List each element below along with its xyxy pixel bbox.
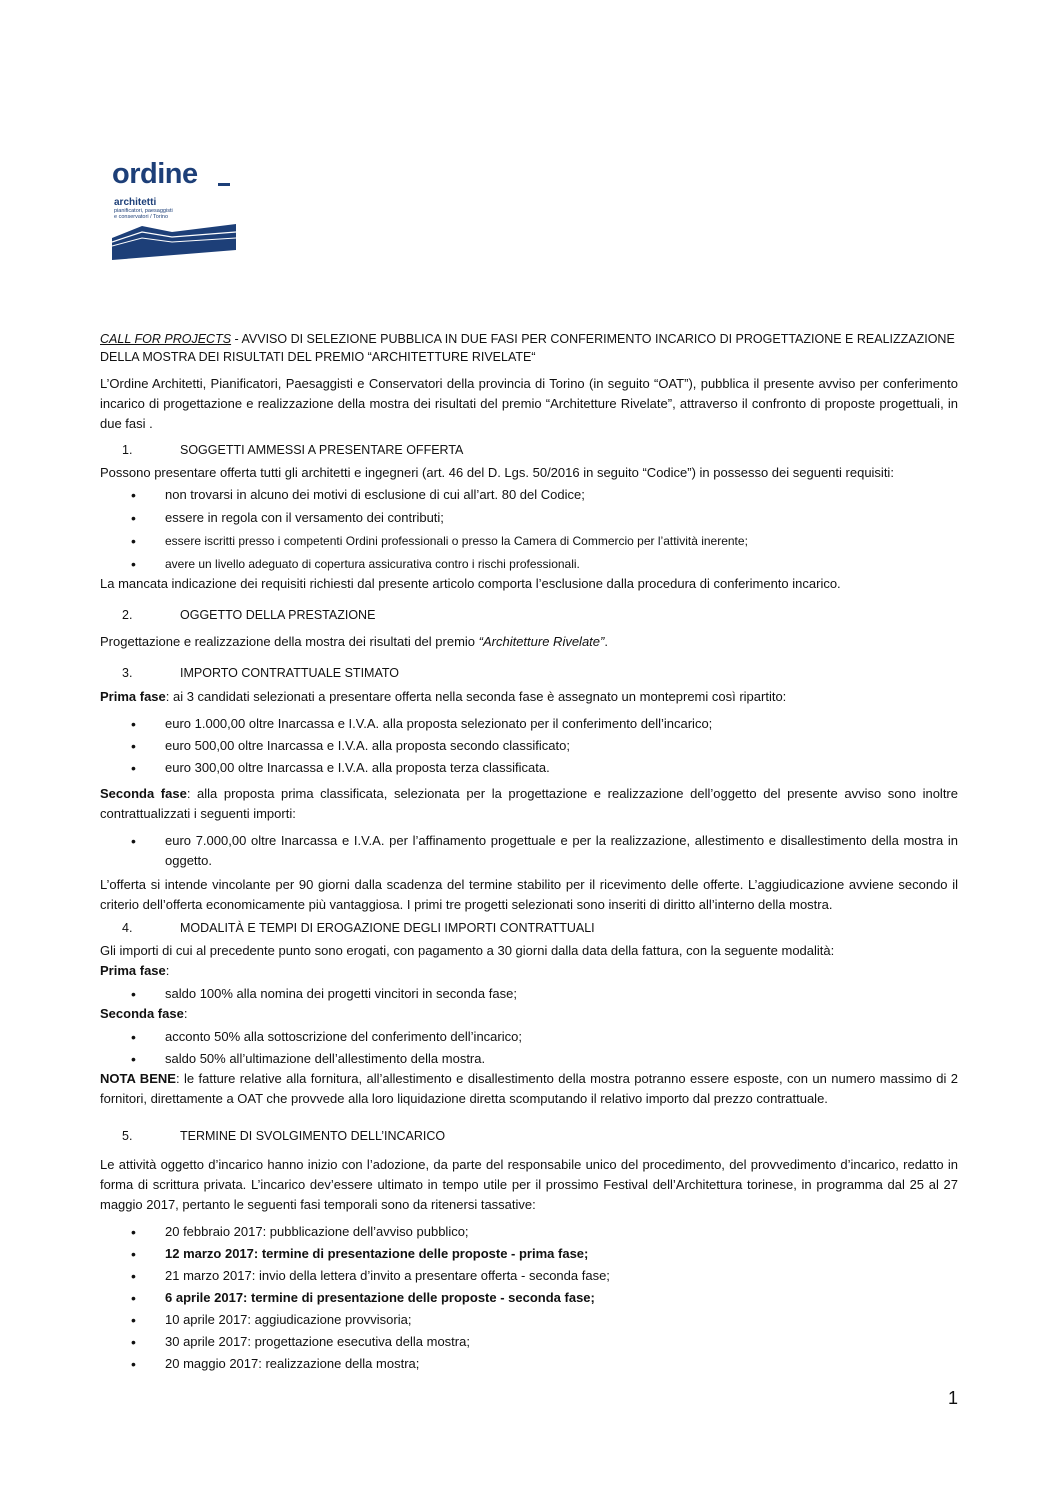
section-4-note [100, 1069, 958, 1109]
section-4-phase2-list [100, 1027, 958, 1069]
section-2-text-b: “Architetture Rivelate” [478, 634, 605, 649]
phase1-label: Prima fase [100, 689, 166, 704]
section-4-title: MODALITÀ E TEMPI DI EROGAZIONE DEGLI IMPORTI CONTRATTUALI [180, 921, 595, 935]
timeline-item [100, 1332, 958, 1352]
section-5-heading [100, 1126, 958, 1146]
list-item [100, 554, 958, 574]
phase1-text: : ai 3 candidati selezionati a presentare offerta nella seconda fase è assegnato un montepremi così ripartito: [165, 689, 787, 704]
section-1-heading [100, 440, 958, 460]
list-item [100, 714, 958, 734]
section-2-text-a: Progettazione e realizzazione della mostra dei risultati del premio [100, 634, 479, 649]
timeline-item [100, 1222, 958, 1242]
timeline-item [100, 1266, 958, 1286]
logo-line-2 [114, 208, 214, 220]
section-1-title: SOGGETTI AMMESSI A PRESENTARE OFFERTA [180, 443, 464, 457]
section-1-after: La mancata indicazione dei requisiti richiesti dal presente articolo comporta l’esclusione dalla procedura di conferimento incarico. [100, 576, 841, 591]
bullet-icon: • [131, 833, 136, 849]
phase2-text: : alla proposta prima classificata, selezionata per la progettazione e realizzazione dell’oggetto del presente avviso sono inoltre contrattualizzati i seguenti importi: [100, 786, 958, 821]
list-item-text: essere iscritti presso i competenti Ordini professionali o presso la Camera di Commercio per l’attività inerente; [165, 534, 748, 548]
list-item-text: euro 1.000,00 oltre Inarcassa e I.V.A. alla proposta selezionato per il conferimento dell’incarico; [165, 716, 713, 731]
list-item-text: avere un livello adeguato di copertura assicurativa contro i rischi professionali. [165, 557, 580, 571]
timeline-item [100, 1354, 958, 1374]
section-4-phase2-label: Seconda fase: [100, 1006, 188, 1021]
document-body [100, 330, 958, 1376]
list-item-text: euro 300,00 oltre Inarcassa e I.V.A. alla proposta terza classificata. [165, 760, 550, 775]
note-label: NOTA BENE [100, 1071, 176, 1086]
list-item [100, 508, 958, 528]
logo-line-2a: pianificatori, paesaggisti [114, 208, 173, 214]
title-rest: - AVVISO DI SELEZIONE PUBBLICA IN DUE FASI PER CONFERIMENTO INCARICO DI PROGETTAZIONE E REALIZZAZIONE DELLA MOSTRA DEI RISULTATI DEL PREMIO “ARCHITETTURE RIVELATE“ [100, 332, 955, 364]
section-5-number: 5. [122, 1129, 133, 1143]
section-2-text-c: . [604, 634, 608, 649]
list-item-text: acconto 50% alla sottoscrizione del conferimento dell’incarico; [165, 1029, 522, 1044]
section-2-text [100, 632, 958, 652]
phase2-label: Seconda fase [100, 786, 187, 801]
title-lead: CALL FOR PROJECTS [100, 332, 232, 346]
section-3-title: IMPORTO CONTRATTUALE STIMATO [180, 666, 400, 680]
bullet-icon: • [131, 738, 136, 754]
section-5-title: TERMINE DI SVOLGIMENTO DELL’INCARICO [180, 1129, 446, 1143]
list-item-text: essere in regola con il versamento dei contributi; [165, 510, 444, 525]
bullet-icon: • [131, 716, 136, 732]
bullet-icon: • [131, 1051, 136, 1067]
list-item [100, 831, 958, 871]
section-1-text: Possono presentare offerta tutti gli architetti e ingegneri (art. 46 del D. Lgs. 50/2016 in seguito “Codice”) in possesso dei seguenti requisiti: [100, 465, 894, 480]
phase2-label: Seconda fase [100, 1006, 184, 1021]
bullet-icon: • [131, 510, 136, 526]
bullet-icon: • [131, 487, 136, 503]
section-3-heading [100, 663, 958, 683]
list-item [100, 984, 958, 1004]
timeline-item-text: 21 marzo 2017: invio della lettera d’invito a presentare offerta - seconda fase; [165, 1268, 610, 1283]
section-4-heading [100, 918, 958, 938]
section-4-text: Gli importi di cui al precedente punto sono erogati, con pagamento a 30 giorni dalla data della fattura, con la seguente modalità: [100, 943, 835, 958]
page-number: 1 [947, 1388, 958, 1408]
list-item-text: non trovarsi in alcuno dei motivi di esclusione di cui all’art. 80 del Codice; [165, 487, 585, 502]
timeline-item-text: 20 maggio 2017: realizzazione della mostra; [165, 1356, 420, 1371]
section-5-text: Le attività oggetto d’incarico hanno inizio con l’adozione, da parte del responsabile unico del procedimento, del provvedimento d’incarico, redatto in forma di scrittura privata. L’incarico dev’essere ultimato in tempo utile per il prossimo Festival dell’Architettura torinese, in programma dal 25 al 27 maggio 2017, pertanto le seguenti fasi temporali sono da ritenersi tassative: [100, 1157, 958, 1212]
logo-line-2b: e conservatori / Torino [114, 214, 169, 221]
bullet-icon: • [131, 760, 136, 776]
phase1-label: Prima fase [100, 963, 166, 978]
bullet-icon: • [131, 1356, 136, 1372]
timeline-item-text: 30 aprile 2017: progettazione esecutiva della mostra; [165, 1334, 470, 1349]
logo-dash [218, 183, 230, 186]
note-text: : le fatture relative alla fornitura, all’allestimento e disallestimento della mostra potranno essere esposte, con un numero massimo di 2 fornitori, direttamente a OAT che provvede alla loro liquidazione diretta scomputando il relativo importo dal prezzo contrattuale. [100, 1071, 958, 1106]
section-3-phase2-list [100, 831, 958, 871]
bullet-icon: • [131, 1029, 136, 1045]
timeline-item [100, 1244, 958, 1264]
section-3-phase1 [100, 687, 958, 707]
logo-line-1: architetti [114, 197, 157, 208]
list-item [100, 1027, 958, 1047]
section-4-number: 4. [122, 921, 133, 935]
timeline-item-text: 10 aprile 2017: aggiudicazione provvisoria; [165, 1312, 412, 1327]
section-3-phase2 [100, 784, 958, 824]
section-3-number: 3. [122, 666, 133, 680]
section-2-title: OGGETTO DELLA PRESTAZIONE [180, 608, 376, 622]
list-item [100, 485, 958, 505]
list-item [100, 736, 958, 756]
list-item [100, 758, 958, 778]
document-title [100, 330, 958, 366]
section-2-number: 2. [122, 608, 133, 622]
list-item [100, 531, 958, 551]
bullet-icon: • [131, 1312, 136, 1328]
section-3-after: L’offerta si intende vincolante per 90 giorni dalla scadenza del termine stabilito per il ricevimento delle offerte. L’aggiudicazione avviene secondo il criterio dell’offerta economicamente più vantaggiosa. I primi tre progetti selezionati sono inseriti di diritto all’interno della mostra. [100, 877, 958, 912]
list-item-text: euro 7.000,00 oltre Inarcassa e I.V.A. per l’affinamento progettuale e per la realizzazione, allestimento e disallestimento della mostra in oggetto. [165, 833, 958, 868]
logo-wordmark: ordine [112, 158, 198, 190]
bullet-icon: • [131, 1224, 136, 1240]
section-1-list [100, 485, 958, 574]
bullet-icon: • [131, 1246, 136, 1262]
list-item-text: euro 500,00 oltre Inarcassa e I.V.A. alla proposta secondo classificato; [165, 738, 570, 753]
list-item [100, 1049, 958, 1069]
section-1-number: 1. [122, 443, 133, 457]
list-item-text: saldo 50% all’ultimazione dell’allestimento della mostra. [165, 1051, 486, 1066]
timeline-item-text: 6 aprile 2017: termine di presentazione delle proposte - seconda fase; [165, 1290, 595, 1305]
timeline-item-text: 20 febbraio 2017: pubblicazione dell’avviso pubblico; [165, 1224, 469, 1239]
timeline-item [100, 1310, 958, 1330]
section-4-phase1-list [100, 984, 958, 1004]
section-5-list [100, 1222, 958, 1374]
timeline-item [100, 1288, 958, 1308]
section-2-heading [100, 605, 958, 625]
timeline-item-text: 12 marzo 2017: termine di presentazione delle proposte - prima fase; [165, 1246, 589, 1261]
section-4-phase1-label: Prima fase: [100, 963, 170, 978]
list-item-text: saldo 100% alla nomina dei progetti vincitori in seconda fase; [165, 986, 517, 1001]
bullet-icon: • [131, 1268, 136, 1284]
bullet-icon: • [131, 533, 136, 549]
bullet-icon: • [131, 1290, 136, 1306]
section-3-phase1-list [100, 714, 958, 778]
bullet-icon: • [131, 556, 136, 572]
ordine-logo [112, 158, 237, 263]
logo-mountain-graphic [112, 224, 236, 262]
bullet-icon: • [131, 986, 136, 1002]
intro-paragraph: L’Ordine Architetti, Pianificatori, Paesaggisti e Conservatori della provincia di Torino (in seguito “OAT”), pubblica il presente avviso per conferimento incarico di progettazione e realizzazione della mostra dei risultati del premio “Architetture Rivelate”, attraverso il confronto di proposte progettuali, in due fasi . [100, 376, 958, 431]
bullet-icon: • [131, 1334, 136, 1350]
